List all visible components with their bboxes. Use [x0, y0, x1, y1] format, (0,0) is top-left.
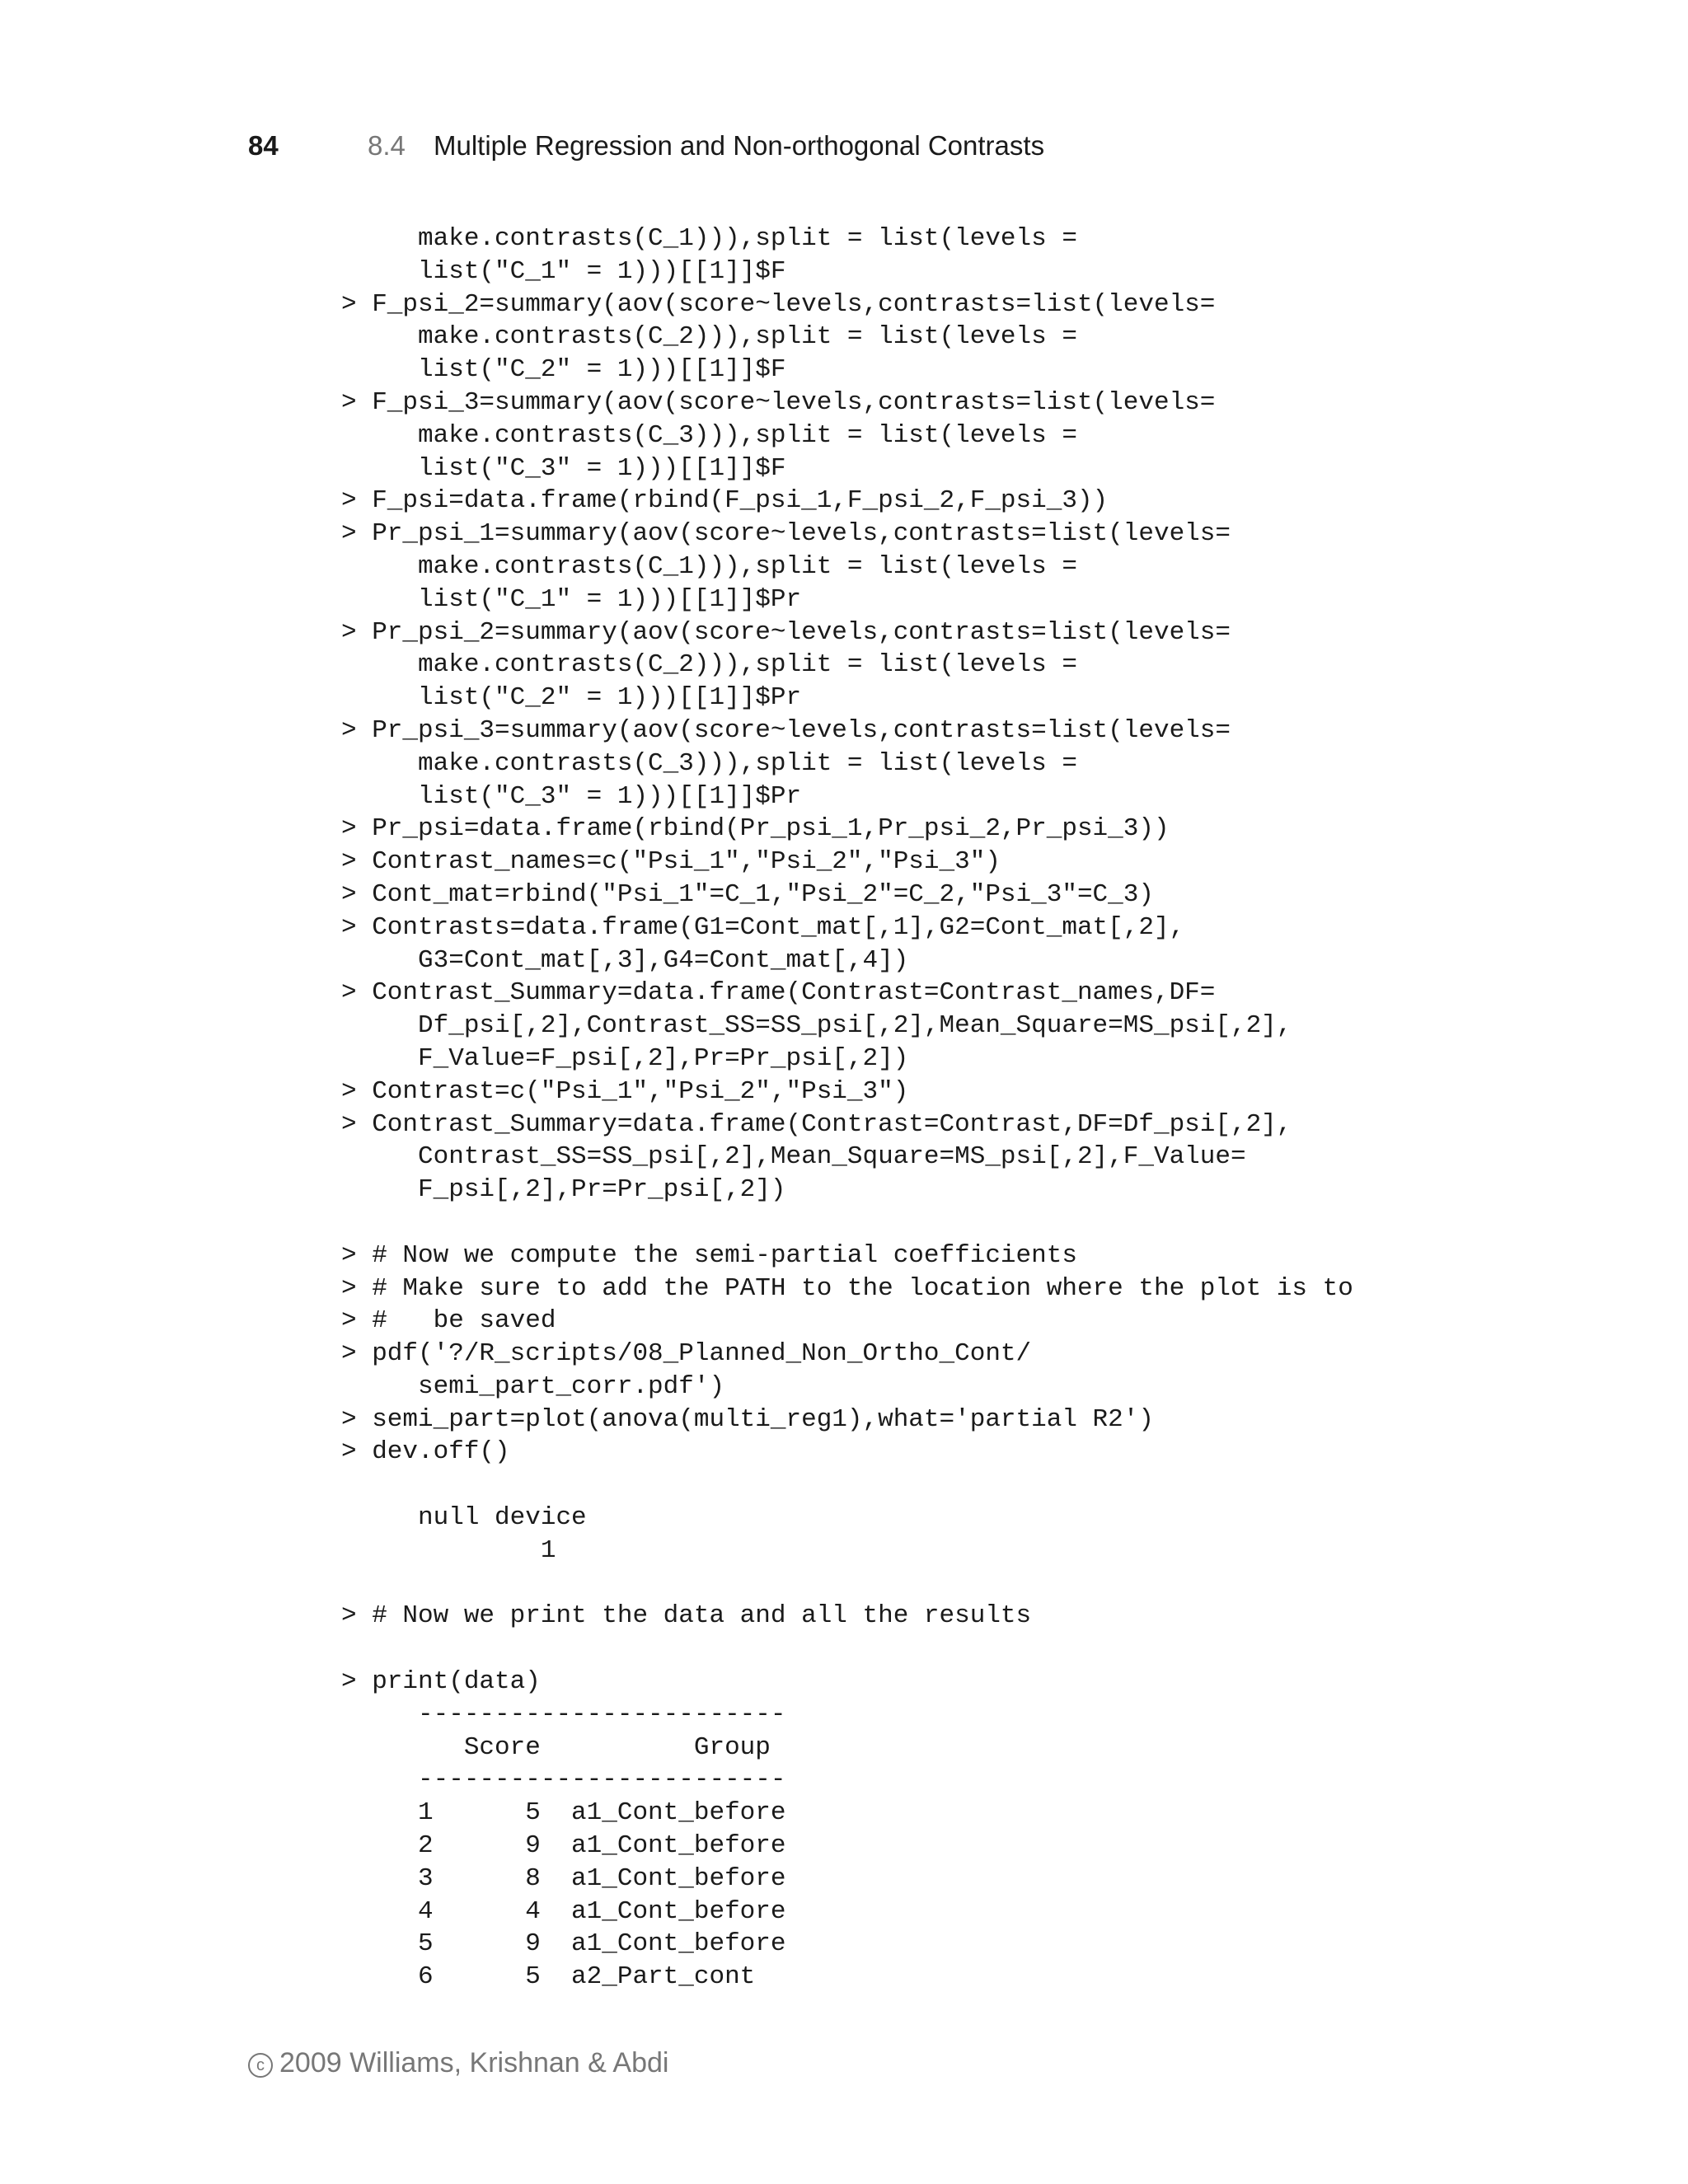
code-line: list("C_2" = 1)))[[1]]$F: [341, 355, 786, 385]
copyright-icon: c: [248, 2053, 273, 2078]
section-title: Multiple Regression and Non-orthogonal Contrasts: [434, 130, 1045, 161]
code-line: > F_psi=data.frame(rbind(F_psi_1,F_psi_2,F_psi_3)): [341, 486, 1109, 516]
code-line: make.contrasts(C_1))),split = list(levels =: [341, 224, 1077, 253]
code-line: make.contrasts(C_3))),split = list(levels =: [341, 420, 1077, 450]
code-line: > F_psi_3=summary(aov(score~levels,contrasts=list(levels=: [341, 387, 1216, 417]
code-line: list("C_3" = 1)))[[1]]$F: [341, 453, 786, 483]
code-line: make.contrasts(C_2))),split = list(levels =: [341, 322, 1077, 352]
code-line: > # Now we print the data and all the results: [341, 1601, 1032, 1631]
code-line: > # Now we compute the semi-partial coefficients: [341, 1240, 1077, 1270]
code-line: [341, 1568, 1627, 1601]
code-line: > Pr_psi_3=summary(aov(score~levels,contrasts=list(levels=: [341, 715, 1231, 745]
r-code-listing: [341, 223, 1627, 1994]
code-line: Score Group: [341, 1732, 771, 1762]
code-line: [341, 1633, 1627, 1666]
code-line: G3=Cont_mat[,3],G4=Cont_mat[,4]): [341, 945, 909, 975]
code-line: 6 5 a2_Part_cont: [341, 1962, 756, 1992]
code-line: 5 9 a1_Cont_before: [341, 1929, 786, 1959]
code-line: > Pr_psi_2=summary(aov(score~levels,contrasts=list(levels=: [341, 617, 1231, 647]
code-line: [341, 1469, 1627, 1502]
code-line: ------------------------: [341, 1765, 786, 1795]
code-line: ------------------------: [341, 1699, 786, 1729]
code-line: semi_part_corr.pdf'): [341, 1371, 725, 1401]
code-line: > pdf('?/R_scripts/08_Planned_Non_Ortho_Cont/: [341, 1339, 1032, 1369]
code-line: list("C_1" = 1)))[[1]]$Pr: [341, 584, 802, 614]
code-line: Contrast_SS=SS_psi[,2],Mean_Square=MS_psi[,2],F_Value=: [341, 1142, 1246, 1172]
code-line: > Cont_mat=rbind("Psi_1"=C_1,"Psi_2"=C_2,"Psi_3"=C_3): [341, 879, 1154, 909]
page-footer: [248, 2044, 668, 2082]
code-line: > Contrast=c("Psi_1","Psi_2","Psi_3"): [341, 1076, 909, 1106]
code-line: > semi_part=plot(anova(multi_reg1),what='partial R2'): [341, 1404, 1154, 1434]
code-line: Df_psi[,2],Contrast_SS=SS_psi[,2],Mean_Square=MS_psi[,2],: [341, 1011, 1292, 1041]
code-line: 3 8 a1_Cont_before: [341, 1863, 786, 1893]
code-line: > Contrast_Summary=data.frame(Contrast=Contrast_names,DF=: [341, 978, 1216, 1008]
code-line: make.contrasts(C_3))),split = list(levels =: [341, 748, 1077, 778]
code-line: list("C_3" = 1)))[[1]]$Pr: [341, 781, 802, 811]
code-line: 1: [341, 1535, 556, 1565]
code-line: null device: [341, 1503, 587, 1533]
code-line: > Pr_psi=data.frame(rbind(Pr_psi_1,Pr_psi_2,Pr_psi_3)): [341, 814, 1170, 844]
code-line: > # be saved: [341, 1306, 556, 1336]
code-line: F_Value=F_psi[,2],Pr=Pr_psi[,2]): [341, 1043, 909, 1073]
code-line: > Contrast_names=c("Psi_1","Psi_2","Psi_3"): [341, 847, 1001, 877]
code-line: > Contrasts=data.frame(G1=Cont_mat[,1],G2=Cont_mat[,2],: [341, 912, 1185, 942]
code-line: > dev.off(): [341, 1437, 510, 1467]
code-line: > # Make sure to add the PATH to the location where the plot is to: [341, 1273, 1353, 1303]
code-line: [341, 1207, 1627, 1240]
code-line: make.contrasts(C_2))),split = list(levels =: [341, 650, 1077, 680]
code-line: list("C_1" = 1)))[[1]]$F: [341, 256, 786, 286]
code-line: 2 9 a1_Cont_before: [341, 1831, 786, 1861]
copyright-text: 2009 Williams, Krishnan & Abdi: [279, 2047, 669, 2079]
code-line: > F_psi_2=summary(aov(score~levels,contrasts=list(levels=: [341, 289, 1216, 319]
code-line: F_psi[,2],Pr=Pr_psi[,2]): [341, 1175, 786, 1205]
code-line: > print(data): [341, 1667, 541, 1697]
code-line: 1 5 a1_Cont_before: [341, 1798, 786, 1828]
code-line: > Contrast_Summary=data.frame(Contrast=Contrast,DF=Df_psi[,2],: [341, 1109, 1292, 1139]
code-line: 4 4 a1_Cont_before: [341, 1896, 786, 1926]
code-line: > Pr_psi_1=summary(aov(score~levels,contrasts=list(levels=: [341, 519, 1231, 549]
section-number: 8.4: [368, 130, 406, 161]
code-line: make.contrasts(C_1))),split = list(levels =: [341, 551, 1077, 581]
page-header: [248, 125, 1484, 166]
page-number: 84: [248, 130, 279, 161]
code-line: list("C_2" = 1)))[[1]]$Pr: [341, 683, 802, 713]
